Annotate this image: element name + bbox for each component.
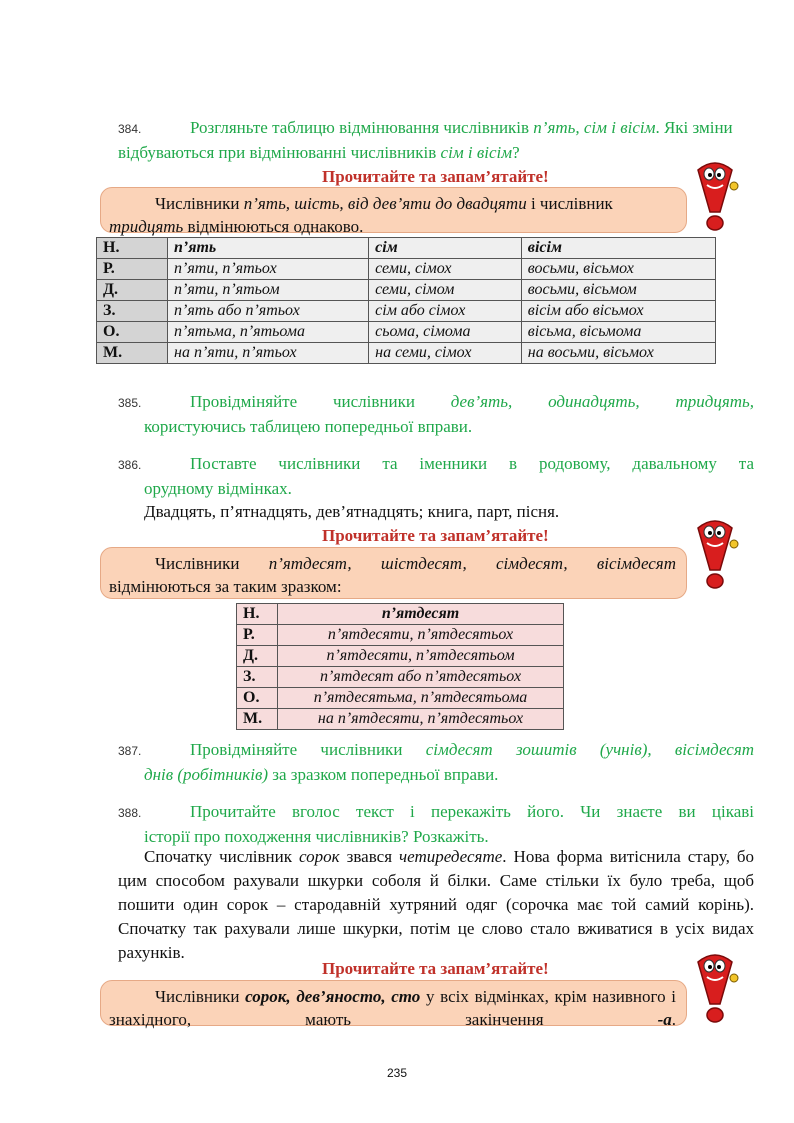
table-row bbox=[97, 343, 716, 364]
exercise-text: ? bbox=[512, 143, 520, 162]
rule-text: сорок, дев’яносто, сто bbox=[245, 987, 421, 1006]
declension-form: сім або сімох bbox=[369, 301, 522, 322]
declension-form: п’яти, п’ятьом bbox=[168, 280, 369, 301]
exercise-text: Розгляньте таблицю відмінювання числівників bbox=[190, 118, 534, 137]
table-row bbox=[237, 688, 564, 709]
case-label: Д. bbox=[237, 646, 278, 667]
exercise-text: п’ять, сім і вісім bbox=[533, 118, 656, 137]
declension-form: восьми, вісьмох bbox=[521, 259, 715, 280]
exclamation-mascot-icon bbox=[690, 160, 740, 232]
rule-text: Числівники bbox=[155, 987, 246, 1006]
declension-form: п’ять bbox=[168, 238, 369, 259]
declension-form: п’ятдесяти, п’ятдесятьом bbox=[278, 646, 564, 667]
case-label: Р. bbox=[237, 625, 278, 646]
exercise-384 bbox=[118, 116, 754, 164]
remember-heading: Прочитайте та запам’ятайте! bbox=[322, 959, 549, 978]
rule-text: п’ять, шість, від дев’яти до двадцяти bbox=[243, 194, 527, 213]
declension-form: п’ятдесят bbox=[278, 604, 564, 625]
declension-form: п’ятьма, п’ятьома bbox=[168, 322, 369, 343]
case-label: Д. bbox=[97, 280, 168, 301]
rule-text: і числівник bbox=[526, 194, 613, 213]
case-label: З. bbox=[237, 667, 278, 688]
declension-table-fifty bbox=[236, 603, 564, 730]
exercise-text: Провідміняйте числівники bbox=[190, 740, 426, 759]
exercise-385 bbox=[118, 390, 754, 438]
exclamation-mascot-icon bbox=[690, 518, 740, 590]
case-label: З. bbox=[97, 301, 168, 322]
case-label: Р. bbox=[97, 259, 168, 280]
declension-form: на семи, сімох bbox=[369, 343, 522, 364]
story-text: четиредесяте bbox=[399, 847, 503, 866]
exercise-text: . Які зміни відбуваються при відмінюванні числівників bbox=[118, 118, 733, 162]
table-row bbox=[237, 709, 564, 730]
case-label: М. bbox=[237, 709, 278, 730]
declension-form: п’ятдесятьма, п’ятдесятьома bbox=[278, 688, 564, 709]
declension-form: семи, сімом bbox=[369, 280, 522, 301]
rule-text: Числівники bbox=[155, 194, 244, 213]
exercise-text: за зразком попередньої вправи. bbox=[268, 765, 499, 784]
declension-form: вісьма, вісьмома bbox=[521, 322, 715, 343]
story-text: звався bbox=[339, 847, 400, 866]
declension-form: восьми, вісьмом bbox=[521, 280, 715, 301]
rule-text: . bbox=[671, 1010, 676, 1029]
case-label: Н. bbox=[97, 238, 168, 259]
declension-form: п’ятдесяти, п’ятдесятьох bbox=[278, 625, 564, 646]
declension-form: вісім bbox=[521, 238, 715, 259]
exercise-number: 387. bbox=[118, 744, 142, 758]
exercise-388 bbox=[118, 800, 754, 848]
rule-text: -а bbox=[657, 1010, 672, 1029]
story-text: Спочатку числівник bbox=[144, 847, 300, 866]
exercise-387 bbox=[118, 738, 754, 786]
exercise-text: Поставте числівники та іменники в родовому, давальному та bbox=[190, 454, 754, 473]
exercise-text: сім і вісім bbox=[440, 143, 513, 162]
exercise-text: днів (робітників) bbox=[144, 765, 269, 784]
rule-text: тридцять bbox=[109, 217, 184, 236]
case-label: М. bbox=[97, 343, 168, 364]
rule-box bbox=[100, 187, 687, 236]
declension-form: на восьми, вісьмох bbox=[521, 343, 715, 364]
story-text: . Нова форма витіснила стару, бо цим способом рахували шкурки соболя й білки. Саме стільки їх було треба, щоб пошити один сорок – стародавній хутряний одяг (сорочка має той самий корінь). Спочатку так рахували лише шкурки, потім це слово стало вживатися в усіх видах рахунків. bbox=[118, 847, 754, 962]
exercise-text: історії про походження числівників? Розкажіть. bbox=[144, 827, 489, 846]
declension-form: вісім або вісьмох bbox=[521, 301, 715, 322]
exercise-words: Двадцять, п’ятнадцять, дев’ятнадцять; книга, парт, пісня. bbox=[144, 502, 560, 521]
exercise-number: 388. bbox=[118, 806, 142, 820]
rule-text: у всіх відмінках, крім називного і знахідного, мають закінчення bbox=[109, 987, 676, 1029]
remember-heading: Прочитайте та запам’ятайте! bbox=[322, 167, 549, 186]
rule-text: відмінюються однаково. bbox=[183, 217, 364, 236]
declension-form: на п’ятдесяти, п’ятдесятьох bbox=[278, 709, 564, 730]
table-row bbox=[237, 667, 564, 688]
table-row bbox=[97, 259, 716, 280]
story-paragraph bbox=[118, 845, 754, 965]
rule-box bbox=[100, 980, 687, 1029]
declension-form: сьома, сімома bbox=[369, 322, 522, 343]
declension-form: п’ять або п’ятьох bbox=[168, 301, 369, 322]
remember-heading: Прочитайте та запам’ятайте! bbox=[322, 526, 549, 545]
declension-form: на п’яти, п’ятьох bbox=[168, 343, 369, 364]
exercise-text: користуючись таблицею попередньої вправи. bbox=[144, 417, 473, 436]
rule-box bbox=[100, 547, 687, 599]
exercise-386 bbox=[118, 452, 754, 523]
exercise-number: 385. bbox=[118, 396, 142, 410]
rule-text: Числівники bbox=[155, 554, 269, 573]
exercise-text: дев’ять, одинадцять, тридцять, bbox=[450, 392, 754, 411]
table-row bbox=[97, 322, 716, 343]
table-row bbox=[97, 280, 716, 301]
case-label: О. bbox=[237, 688, 278, 709]
exercise-number: 386. bbox=[118, 458, 142, 472]
exercise-text: Провідміняйте числівники bbox=[190, 392, 451, 411]
table-row bbox=[97, 301, 716, 322]
story-text: сорок bbox=[299, 847, 340, 866]
table-row bbox=[237, 646, 564, 667]
exercise-text: сімдесят зошитів (учнів), вісімдесят bbox=[425, 740, 754, 759]
case-label: О. bbox=[97, 322, 168, 343]
declension-form: п’яти, п’ятьох bbox=[168, 259, 369, 280]
declension-form: сім bbox=[369, 238, 522, 259]
rule-text: відмінюються за таким зразком: bbox=[109, 577, 342, 596]
declension-form: п’ятдесят або п’ятдесятьох bbox=[278, 667, 564, 688]
table-row bbox=[97, 238, 716, 259]
case-label: Н. bbox=[237, 604, 278, 625]
exercise-number: 384. bbox=[118, 122, 142, 136]
rule-text: п’ятдесят, шістдесят, сімдесят, вісімдесят bbox=[268, 554, 676, 573]
exercise-text: Прочитайте вголос текст і перекажіть його. Чи знаєте ви цікаві bbox=[190, 802, 754, 821]
exercise-text: орудному відмінках. bbox=[144, 479, 292, 498]
declension-form: семи, сімох bbox=[369, 259, 522, 280]
table-row bbox=[237, 604, 564, 625]
declension-table-five-seven-eight bbox=[96, 237, 716, 364]
page-number: 235 bbox=[386, 1066, 408, 1080]
table-row bbox=[237, 625, 564, 646]
